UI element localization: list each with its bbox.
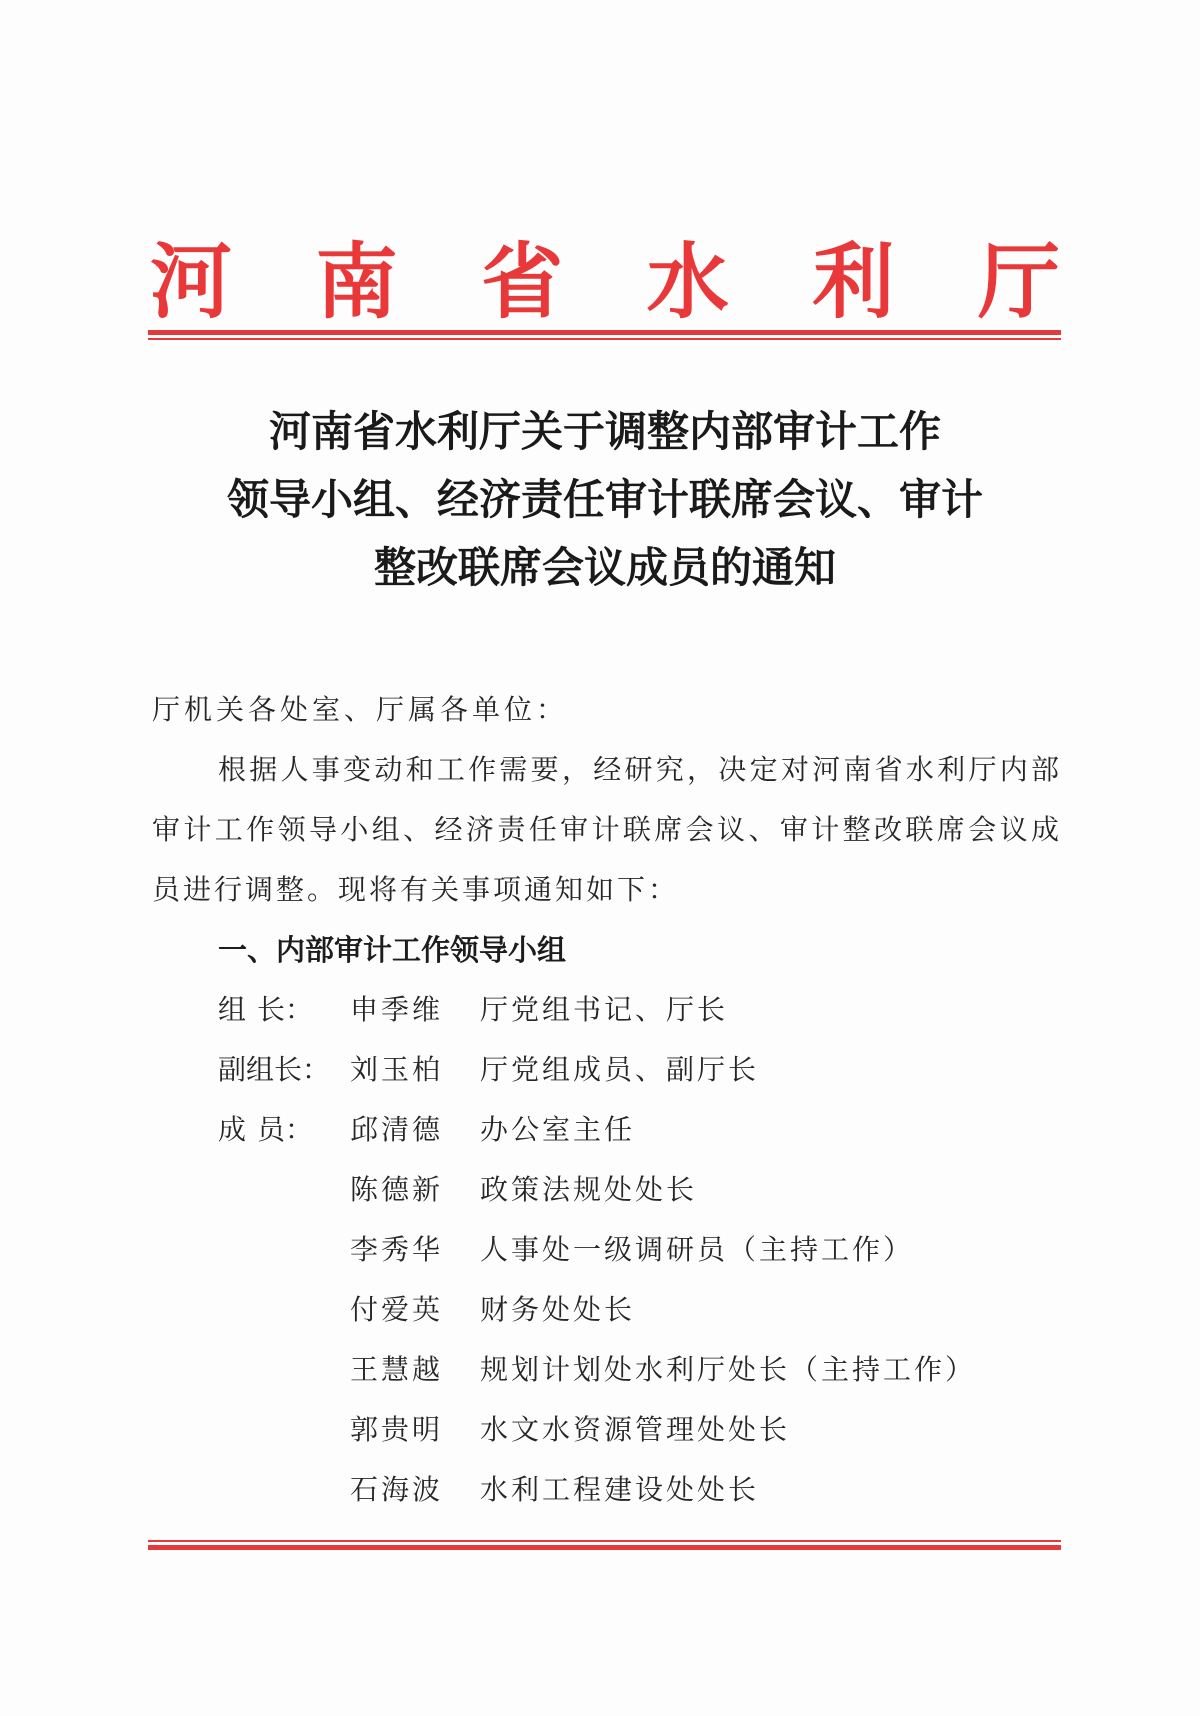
masthead-char: 河	[150, 234, 233, 330]
role-label-empty	[218, 1220, 350, 1280]
section-heading: 一、内部审计工作领导小组	[218, 933, 567, 967]
member-title: 厅党组书记、厅长	[480, 993, 729, 1026]
member-row	[152, 1040, 1062, 1100]
role-label	[218, 980, 350, 1040]
document-body	[152, 680, 1062, 1520]
role-label-empty	[218, 1340, 350, 1400]
intro-paragraph: 根据人事变动和工作需要，经研究，决定对河南省水利厅内部审计工作领导小组、经济责任审计联席会议、审计整改联席会议成员进行调整。现将有关事项通知如下：	[152, 753, 1062, 906]
member-row	[152, 1220, 1062, 1280]
member-name: 陈德新	[350, 1173, 444, 1206]
divider-thin-line	[148, 338, 1061, 340]
member-title: 财务处处长	[480, 1293, 636, 1326]
member-title: 规划计划处水利厅处长（主持工作）	[480, 1353, 977, 1386]
salutation: 厅机关各处室、厅属各单位：	[152, 693, 569, 726]
role-char: 员：	[256, 1113, 313, 1146]
masthead-char: 省	[481, 234, 564, 330]
role-label-empty	[218, 1400, 350, 1460]
footer-divider-rule	[148, 1540, 1061, 1550]
divider-thick-line	[148, 1545, 1061, 1550]
role-label-empty	[218, 1160, 350, 1220]
member-title: 政策法规处处长	[480, 1173, 698, 1206]
member-title: 办公室主任	[480, 1113, 636, 1146]
member-name: 付爱英	[350, 1293, 444, 1326]
role-char: 成	[218, 1113, 247, 1146]
role-char: 组	[218, 993, 247, 1026]
masthead-divider-rule	[148, 330, 1061, 340]
role-char: 副	[218, 1053, 247, 1086]
member-name: 邱清德	[350, 1113, 444, 1146]
member-title: 水利工程建设处处长	[480, 1473, 760, 1506]
document-title	[150, 398, 1060, 602]
title-line: 领导小组、经济责任审计联席会议、审计	[226, 475, 983, 524]
member-row	[152, 1280, 1062, 1340]
member-row	[152, 1160, 1062, 1220]
member-name: 刘玉柏	[350, 1053, 444, 1086]
member-name: 王慧越	[350, 1353, 444, 1386]
role-label	[218, 1040, 350, 1100]
member-name: 郭贵明	[350, 1413, 444, 1446]
role-label	[218, 1100, 350, 1160]
role-label-empty	[218, 1280, 350, 1340]
masthead-char: 南	[315, 234, 398, 330]
divider-thin-line	[148, 1540, 1061, 1542]
member-name: 石海波	[350, 1473, 444, 1506]
masthead-char: 利	[812, 234, 895, 330]
member-title: 厅党组成员、副厅长	[480, 1053, 760, 1086]
masthead-char: 水	[646, 234, 729, 330]
title-line: 整改联席会议成员的通知	[373, 543, 836, 592]
member-name: 申季维	[350, 993, 444, 1026]
member-name: 李秀华	[350, 1233, 444, 1266]
member-row	[152, 1460, 1062, 1520]
member-title: 水文水资源管理处处长	[480, 1413, 791, 1446]
member-row	[152, 980, 1062, 1040]
divider-thick-line	[148, 330, 1061, 335]
masthead-char: 厅	[977, 234, 1060, 330]
role-char: 长：	[274, 1053, 331, 1086]
member-row	[152, 1340, 1062, 1400]
role-label-empty	[218, 1460, 350, 1520]
role-char: 组	[246, 1053, 275, 1086]
member-row	[152, 1400, 1062, 1460]
masthead-title	[150, 232, 1060, 332]
member-title: 人事处一级调研员（主持工作）	[480, 1233, 915, 1266]
member-row	[152, 1100, 1062, 1160]
role-char: 长：	[256, 993, 313, 1026]
title-line: 河南省水利厅关于调整内部审计工作	[268, 407, 941, 456]
